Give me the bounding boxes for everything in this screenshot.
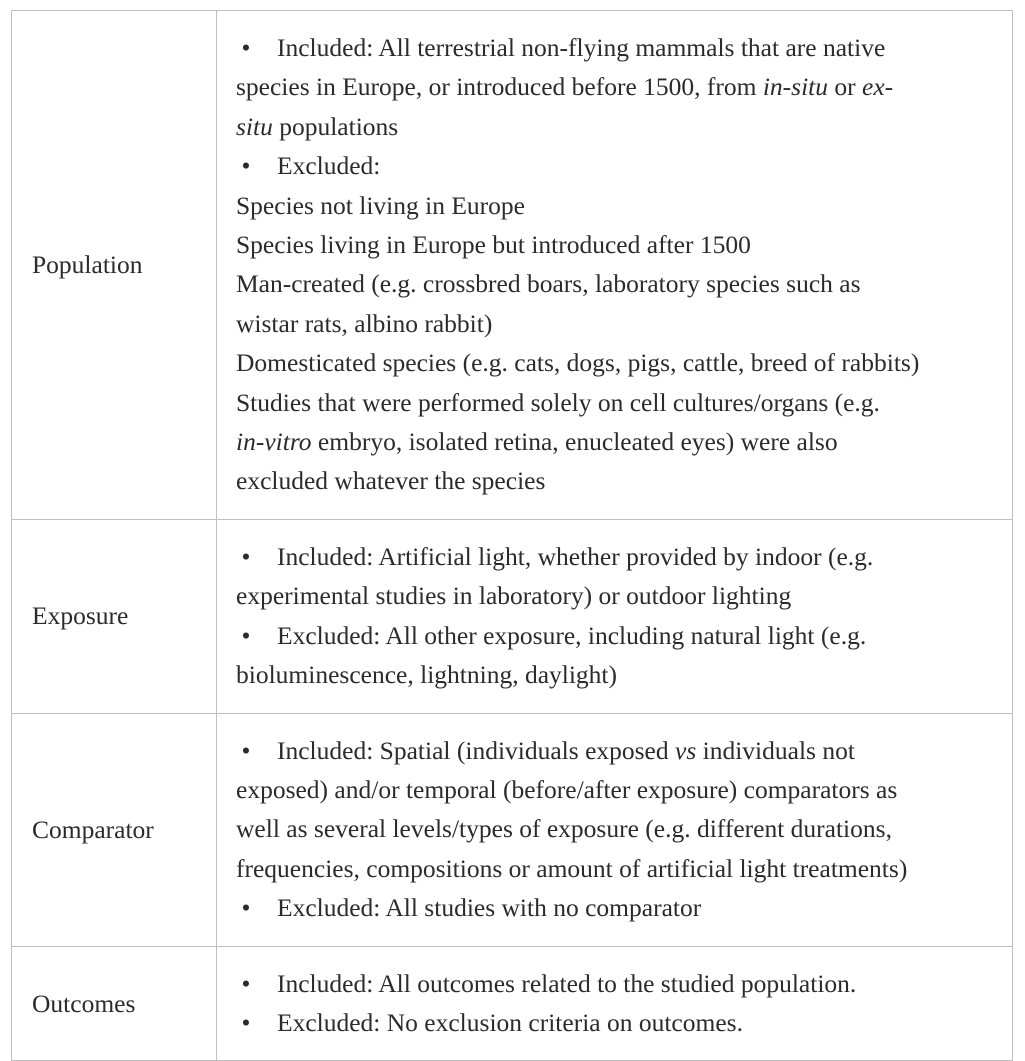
bullet-icon: •: [241, 620, 251, 650]
bullet-item: • Included: All outcomes related to the studied population.: [236, 964, 1004, 1003]
row-label: Population: [12, 11, 217, 520]
text-line: Studies that were performed solely on cell cultures/organs (e.g.: [236, 387, 880, 417]
text-line: bioluminescence, lightning, daylight): [236, 660, 618, 690]
bullet-icon: •: [241, 893, 251, 923]
bullet-icon: •: [241, 33, 251, 62]
text-line: Domesticated species (e.g. cats, dogs, pigs, cattle, breed of rabbits): [236, 348, 920, 378]
row-content: [217, 519, 1013, 713]
bullet-icon: •: [241, 541, 251, 571]
bullet-icon: •: [241, 151, 251, 181]
criteria-table: [11, 10, 1013, 1061]
bullet-item: • Included: Artificial light, whether provided by indoor (e.g.: [236, 537, 1004, 576]
table-row: [12, 11, 1013, 520]
text-line: situ populations: [236, 111, 399, 141]
bullet-item: • Excluded:: [236, 146, 1004, 185]
bullet-icon: •: [241, 1007, 251, 1037]
bullet-item: • Excluded: All studies with no comparator: [236, 888, 1004, 927]
row-label: Exposure: [12, 519, 217, 713]
row-content: [217, 946, 1013, 1061]
bullet-icon: •: [241, 968, 251, 998]
table-row: [12, 713, 1013, 946]
bullet-icon: •: [241, 735, 251, 765]
text-line: experimental studies in laboratory) or outdoor lighting: [236, 581, 792, 611]
table-row: [12, 519, 1013, 713]
text-line: species in Europe, or introduced before 1500, from in-situ or ex-: [236, 72, 894, 102]
row-label: Outcomes: [12, 946, 217, 1061]
bullet-item: • Excluded: No exclusion criteria on outcomes.: [236, 1003, 1004, 1042]
row-content: [217, 11, 1013, 520]
bullet-item: • Included: Spatial (individuals exposed vs individuals not: [236, 731, 1004, 770]
text-line: excluded whatever the species: [236, 466, 546, 496]
text-line: frequencies, compositions or amount of artificial light treatments): [236, 853, 908, 883]
text-line: well as several levels/types of exposure (e.g. different durations,: [236, 814, 892, 844]
text-line: Species living in Europe but introduced after 1500: [236, 230, 751, 260]
text-line: Species not living in Europe: [236, 190, 525, 220]
row-label: Comparator: [12, 713, 217, 946]
bullet-item: • Excluded: All other exposure, including natural light (e.g.: [236, 616, 1004, 655]
bullet-item: • Included: All terrestrial non-flying mammals that are native: [236, 28, 1004, 67]
row-content: [217, 713, 1013, 946]
table-row: [12, 946, 1013, 1061]
text-line: wistar rats, albino rabbit): [236, 308, 493, 338]
text-line: exposed) and/or temporal (before/after exposure) comparators as: [236, 774, 898, 804]
text-line: Man-created (e.g. crossbred boars, laboratory species such as: [236, 269, 861, 299]
text-line: in-vitro embryo, isolated retina, enucleated eyes) were also: [236, 427, 838, 457]
